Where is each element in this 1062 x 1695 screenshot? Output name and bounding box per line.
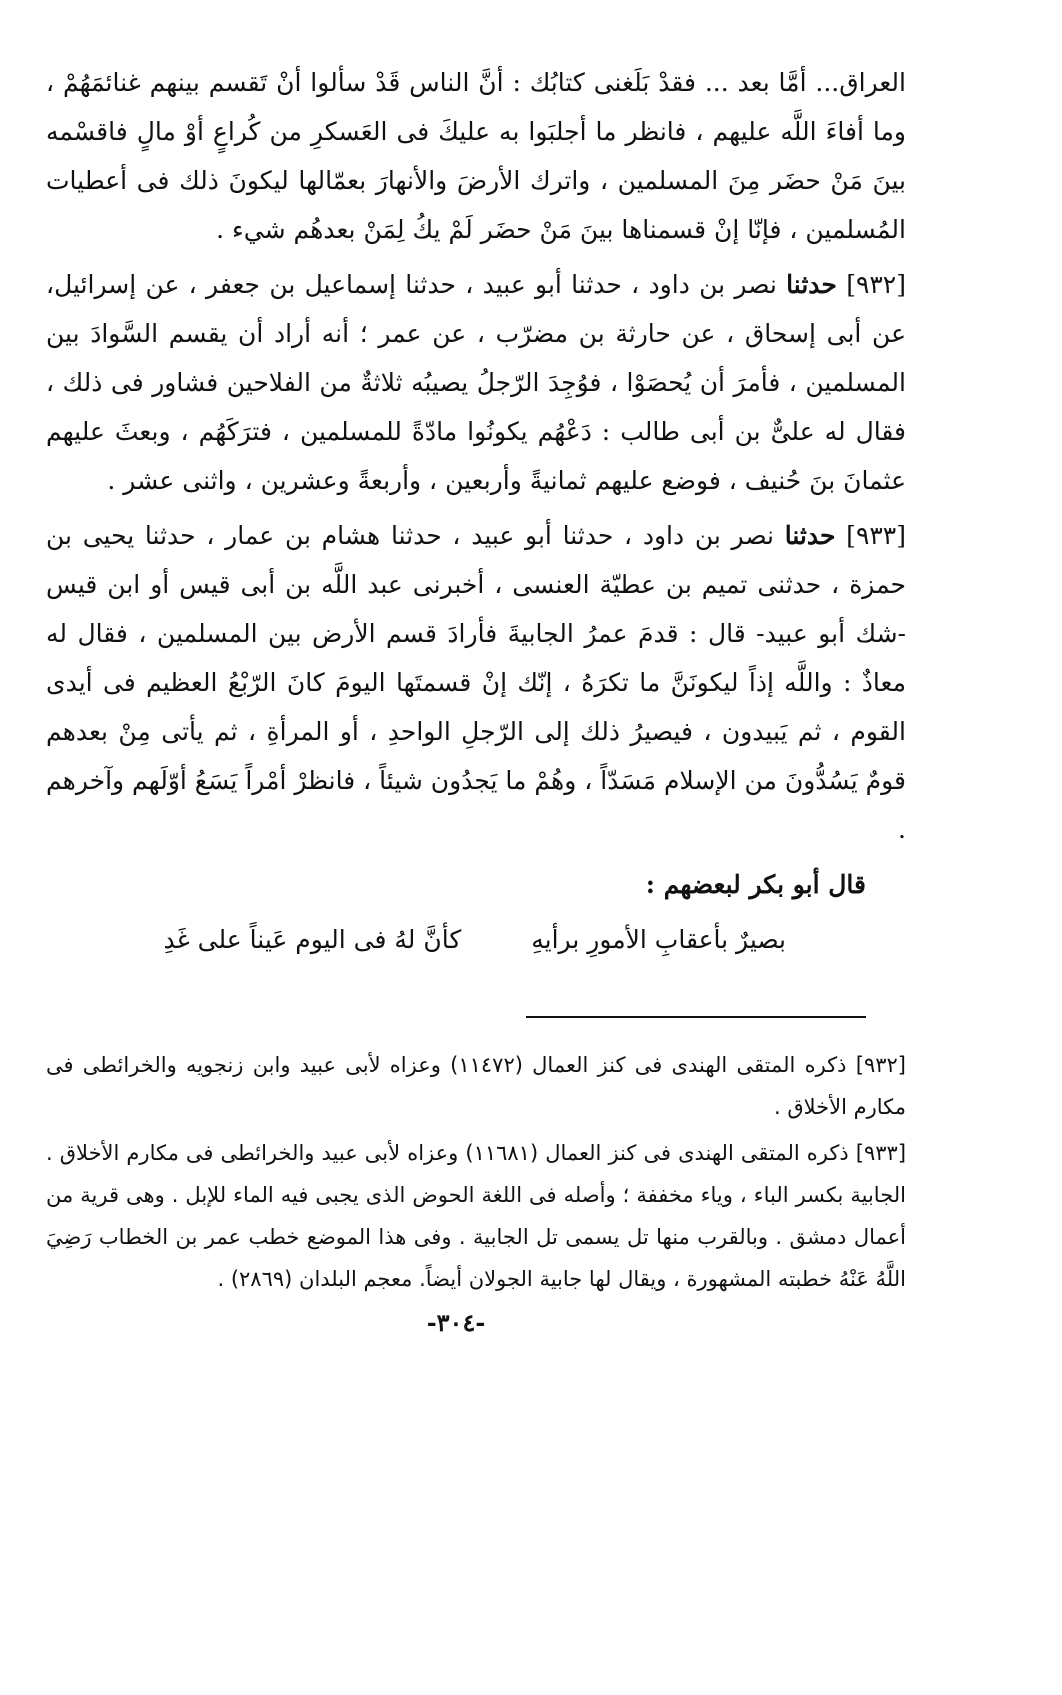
footnote-separator [526, 1016, 866, 1018]
book-page [46, 58, 906, 1337]
verse-intro: قال أبو بكر لبعضهم : [645, 870, 866, 899]
hadith-lead-word: حدثنا [786, 270, 837, 299]
hadith-number: [٩٣٣] [846, 521, 906, 550]
hadith-lead-word: حدثنا [784, 521, 836, 550]
hadith-number: [٩٣٢] [846, 270, 907, 299]
hadith-text: نصر بن داود ، حدثنا أبو عبيد ، حدثنا هشام بن عمار ، حدثنا يحيى بن حمزة ، حدثنى تميم بن عطيّة العنسى ، أخبرنى عبد اللَّه بن أبى قيس أو ابن قيس -شك أبو عبيد- قال : قدمَ عمرُ الجابيةَ فأرادَ قسم الأرض بين المسلمين ، فقال له معاذٌ : واللَّه إذاً ليكونَنَّ ما تكرَهُ ، إنّك إنْ قسمتَها اليومَ كانَ الرّبْعُ العظيم فى أيدى القوم ، ثم يَبيدون ، فيصيرُ ذلك إلى الرّجلِ الواحدِ ، أو المرأةِ ، ثم يأتى مِنْ بعدهم قومٌ يَسُدُّونَ من الإسلام مَسَدّاً ، وهُمْ ما يَجدُون شيئاً ، فانظرْ أمْراً يَسَعُ أوّلَهم وآخرهم . [46, 521, 906, 844]
poem-verse [46, 915, 786, 964]
hadith-932 [46, 260, 906, 505]
footnote-933: [٩٣٣] ذكره المتقى الهندى فى كنز العمال (١١٦٨١) وعزاه لأبى عبيد والخرائطى فى مكارم الأخلاق . الجابية بكسر الباء ، وياء مخففة ؛ وأصله فى اللغة الحوض الذى يجبى فيه الماء للإبل . وهى قرية من أعمال دمشق . وبالقرب منها تل يسمى تل الجابية . وفى هذا الموضع خطب عمر بن الخطاب رَضِيَ اللَّهُ عَنْهُ خطبته المشهورة ، ويقال لها جابية الجولان أيضاً. معجم البلدان (٢٨٦٩) . [46, 1141, 907, 1291]
main-text [46, 58, 906, 854]
verse-second-hemistich: كأنَّ لهُ فى اليوم عَيناً على غَدِ [163, 925, 462, 954]
paragraph-iraq-letter: العراق... أمَّا بعد ... فقدْ بَلَغنى كتابُك : أنَّ الناس قَدْ سألوا أنْ تَقسم بينهم غنائمَهُمْ ، وما أفاءَ اللَّه عليهم ، فانظر ما أجلبَوا به عليكَ فى العَسكرِ من كُراعٍ أوْ مالٍ فاقسْمه بينَ مَنْ حضَر مِنَ المسلمين ، واترك الأرضَ والأنهارَ بعمّالها ليكونَ ذلك فى أعطيات المُسلمين ، فإنّا إنْ قسمناها بينَ مَنْ حضَر لَمْ يكُ لِمَنْ بعدهُم شيء . [46, 68, 906, 244]
footnotes [46, 1044, 906, 1300]
hadith-933 [46, 511, 906, 854]
hadith-text: نصر بن داود ، حدثنا أبو عبيد ، حدثنا إسماعيل بن جعفر ، عن إسرائيل، عن أبى إسحاق ، عن حارثة بن مضرّب ، عن عمر ؛ أنه أراد أن يقسم السَّوادَ بين المسلمين ، فأمرَ أن يُحصَوْا ، فوُجِدَ الرّجلُ يصيبُه ثلاثةٌ من الفلاحين فشاور فى ذلك ، فقال له علىٌّ بن أبى طالب : دَعْهُم يكونُوا مادّةً للمسلمين ، فترَكَهُم ، وبعثَ عليهم عثمانَ بنَ حُنيف ، فوضع عليهم ثمانيةً وأربعين ، وأربعةً وعشرين ، واثنى عشر . [46, 270, 906, 495]
footnote-932: [٩٣٢] ذكره المتقى الهندى فى كنز العمال (١١٤٧٢) وعزاه لأبى عبيد وابن زنجويه والخرائطى فى مكارم الأخلاق . [46, 1053, 906, 1119]
page-number: -٣٠٤- [426, 1308, 486, 1337]
verse-first-hemistich: بصيرٌ بأعقابِ الأمورِ برأيهِ [531, 925, 786, 954]
